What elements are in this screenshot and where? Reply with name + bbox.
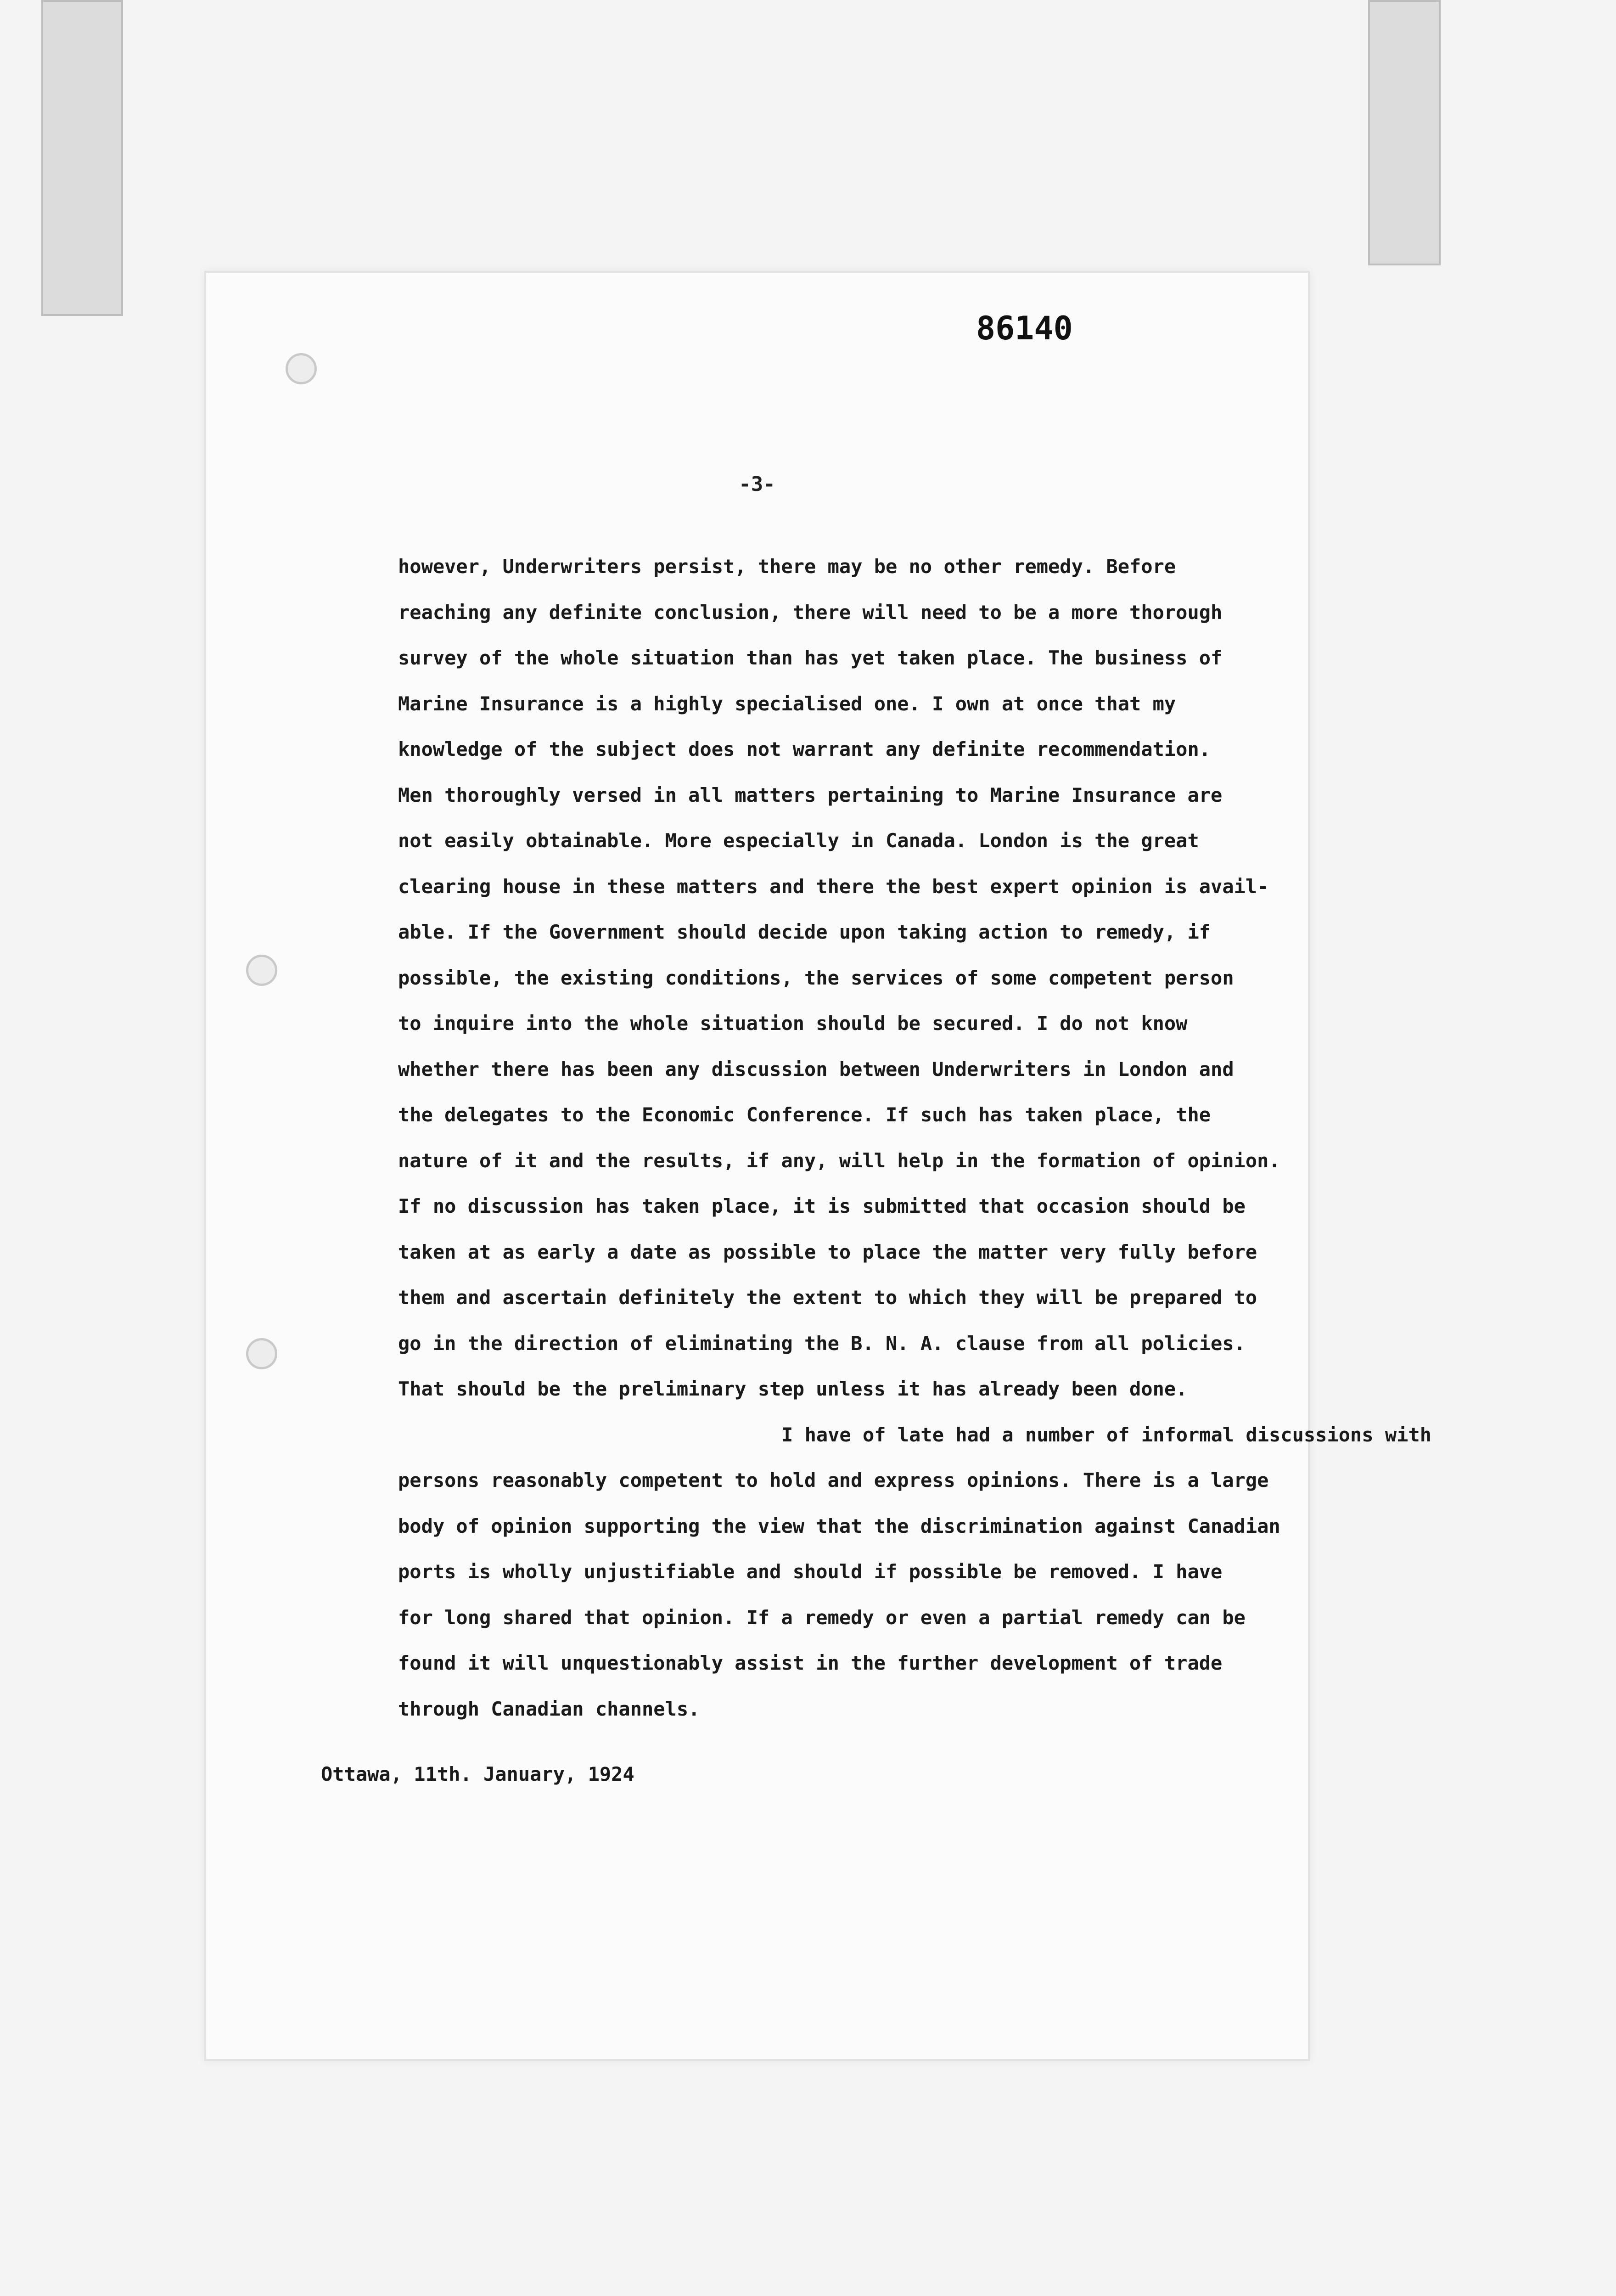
text-line: Men thoroughly versed in all matters pertaining to Marine Insurance are — [398, 783, 1223, 806]
text-line: nature of it and the results, if any, will help in the formation of opinion. — [398, 1149, 1280, 1172]
text-line: them and ascertain definitely the extent to which they will be prepared to — [398, 1286, 1257, 1309]
text-line: taken at as early a date as possible to place the matter very fully before — [398, 1240, 1257, 1263]
text-line: ports is wholly unjustifiable and should if possible be removed. I have — [398, 1560, 1223, 1583]
punch-hole-bottom — [246, 1338, 277, 1369]
text-line-paragraph-start: I have of late had a number of informal discussions with — [781, 1423, 1432, 1446]
punch-hole-middle — [246, 955, 277, 986]
text-line: for long shared that opinion. If a remedy or even a partial remedy can be — [398, 1606, 1246, 1629]
signoff-date: Ottawa, 11th. January, 1924 — [321, 1763, 634, 1785]
text-line: to inquire into the whole situation should be secured. I do not know — [398, 1012, 1188, 1035]
text-line: That should be the preliminary step unless it has already been done. — [398, 1378, 1188, 1400]
text-line: through Canadian channels. — [398, 1697, 700, 1720]
text-line: possible, the existing conditions, the services of some competent person — [398, 966, 1234, 989]
text-line: however, Underwriters persist, there may be no other remedy. Before — [398, 555, 1176, 578]
text-line: whether there has been any discussion between Underwriters in London and — [398, 1058, 1234, 1080]
text-line: go in the direction of eliminating the B. N. A. clause from all policies. — [398, 1332, 1246, 1355]
text-line: the delegates to the Economic Conference. If such has taken place, the — [398, 1103, 1211, 1126]
text-line: knowledge of the subject does not warrant any definite recommendation. — [398, 738, 1211, 760]
punch-hole-top — [286, 353, 317, 384]
text-line: persons reasonably competent to hold and express opinions. There is a large — [398, 1469, 1269, 1491]
text-line: survey of the whole situation than has yet taken place. The business of — [398, 647, 1223, 669]
text-line: found it will unquestionably assist in the further development of trade — [398, 1652, 1223, 1674]
text-line: not easily obtainable. More especially in Canada. London is the great — [398, 829, 1199, 852]
letter-body — [398, 544, 1432, 1732]
text-line: Marine Insurance is a highly specialised one. I own at once that my — [398, 692, 1176, 715]
tape-strip-top-right — [1368, 0, 1441, 265]
page-number: -3- — [739, 473, 775, 496]
text-line: If no discussion has taken place, it is submitted that occasion should be — [398, 1195, 1246, 1217]
document-page — [204, 271, 1432, 2061]
text-line: body of opinion supporting the view that the discrimination against Canadian — [398, 1514, 1280, 1537]
text-line: able. If the Government should decide upon taking action to remedy, if — [398, 921, 1211, 943]
document-number: 86140 — [976, 310, 1073, 347]
text-line: clearing house in these matters and there the best expert opinion is avail- — [398, 875, 1269, 898]
tape-strip-top-left — [41, 0, 123, 316]
text-line: reaching any definite conclusion, there will need to be a more thorough — [398, 601, 1223, 624]
